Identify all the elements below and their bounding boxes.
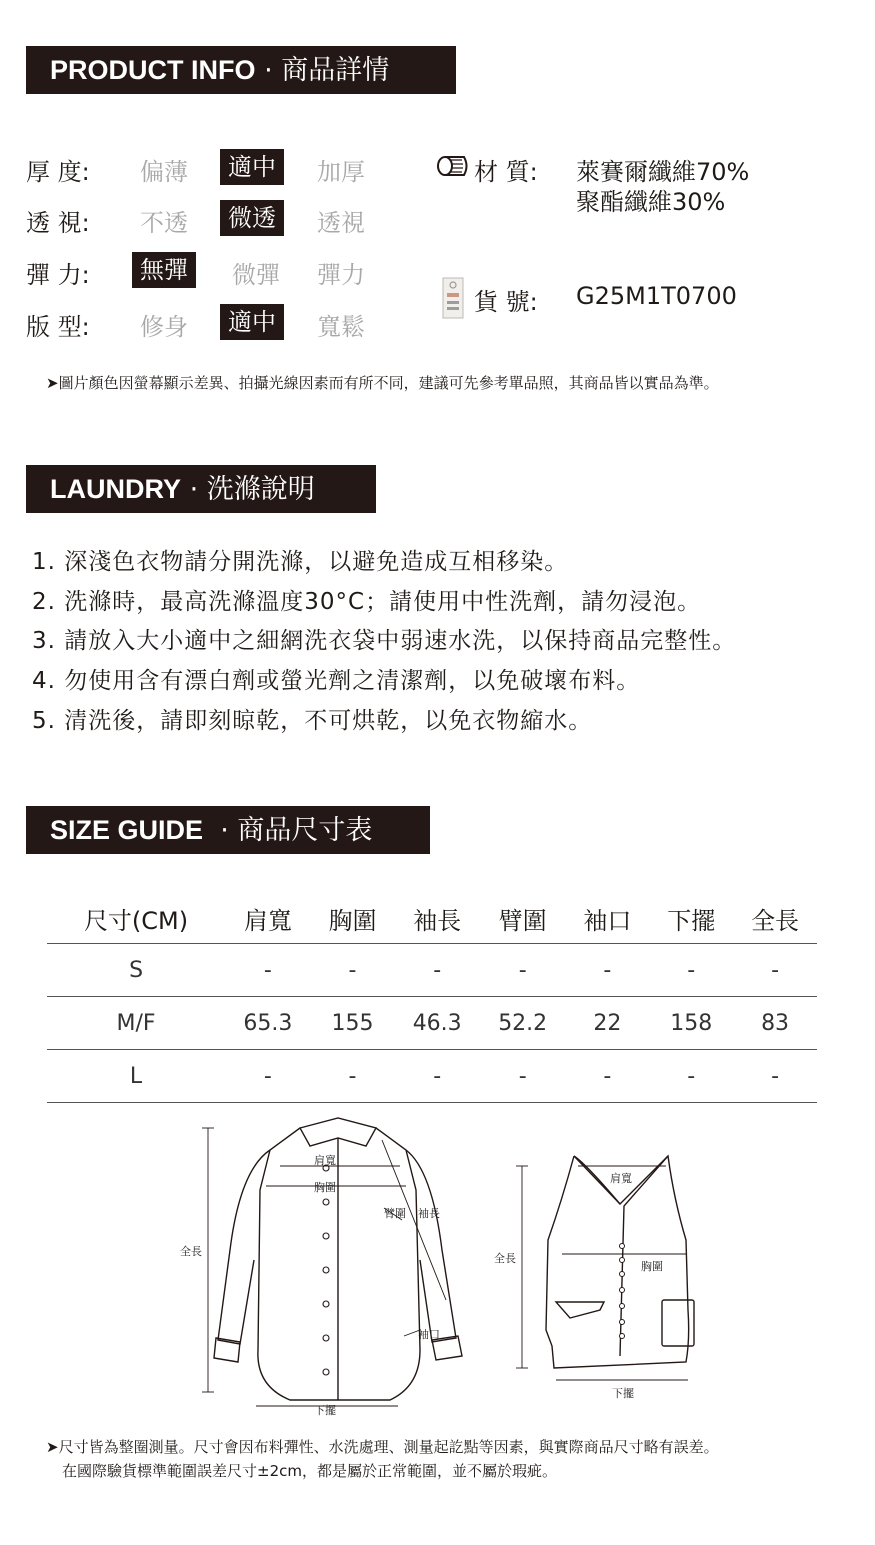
- laundry-item: 1. 深淺色衣物請分開洗滌，以避免造成互相移染。: [32, 549, 569, 575]
- size-table-header-row: [47, 893, 817, 944]
- size-note-1: ➤尺寸皆為整圈測量。尺寸會因布料彈性、水洗處理、測量起訖點等因素，與實際商品尺寸略有誤差。: [46, 1438, 719, 1456]
- laundry-item: 4. 勿使用含有漂白劑或螢光劑之清潔劑，以免破壞布料。: [32, 668, 641, 694]
- size-label-cell: L: [47, 1050, 225, 1103]
- shirt-cuff-label: 袖口: [418, 1328, 440, 1341]
- size-table-column-header: 全長: [733, 893, 817, 944]
- laundry-header-zh: 洗滌說明: [206, 474, 315, 505]
- size-value-cell: -: [565, 944, 649, 997]
- attribute-label: 厚 度:: [26, 158, 90, 186]
- attribute-option: 寬鬆: [317, 313, 365, 341]
- size-table-column-header: 下擺: [649, 893, 733, 944]
- size-note-2: 在國際驗貨標準範圍誤差尺寸±2cm，都是屬於正常範圍，並不屬於瑕疵。: [62, 1462, 557, 1480]
- shirt-arm-label: 臂圍: [384, 1207, 406, 1220]
- size-table-column-header: 尺寸(CM): [47, 893, 225, 944]
- size-table-column-header: 臂圍: [480, 893, 566, 944]
- size-value-cell: -: [311, 1050, 395, 1103]
- size-value-cell: 46.3: [394, 997, 480, 1050]
- size-value-cell: 22: [565, 997, 649, 1050]
- laundry-header-en: LAUNDRY: [50, 474, 181, 504]
- attribute-option-selected: 微透: [220, 200, 284, 236]
- tag-icon: [440, 276, 466, 324]
- size-value-cell: 155: [311, 997, 395, 1050]
- shirt-length-label: 全長: [180, 1245, 202, 1258]
- attribute-option: 彈力: [317, 261, 365, 289]
- shirt-shoulder-label: 肩寬: [314, 1154, 336, 1167]
- size-label-cell: S: [47, 944, 225, 997]
- attribute-option: 透視: [317, 209, 365, 237]
- product-info-header-zh: 商品詳情: [281, 55, 390, 86]
- size-value-cell: -: [225, 944, 311, 997]
- size-value-cell: -: [565, 1050, 649, 1103]
- size-value-cell: -: [394, 1050, 480, 1103]
- laundry-item: 2. 洗滌時，最高洗滌溫度30°C；請使用中性洗劑，請勿浸泡。: [32, 589, 702, 615]
- size-value-cell: 65.3: [225, 997, 311, 1050]
- size-value-cell: -: [480, 1050, 566, 1103]
- shirt-sleeve-label: 袖長: [418, 1207, 440, 1220]
- attribute-option: 加厚: [317, 158, 365, 186]
- size-guide-header-zh: 商品尺寸表: [237, 815, 373, 846]
- attribute-option: 偏薄: [140, 158, 188, 186]
- vest-diagram: [490, 1150, 710, 1400]
- vest-hem-label: 下擺: [612, 1387, 634, 1400]
- size-table-column-header: 肩寬: [225, 893, 311, 944]
- size-value-cell: -: [311, 944, 395, 997]
- material-line-1: 萊賽爾纖維70%: [576, 158, 750, 186]
- shirt-hem-label: 下擺: [314, 1404, 336, 1417]
- size-value-cell: 158: [649, 997, 733, 1050]
- laundry-item: 3. 請放入大小適中之細網洗衣袋中弱速水洗，以保持商品完整性。: [32, 628, 737, 654]
- size-guide-header: [26, 806, 430, 854]
- size-value-cell: -: [733, 1050, 817, 1103]
- attribute-option-selected: 適中: [220, 304, 284, 340]
- table-row: [47, 997, 817, 1050]
- laundry-header: [26, 465, 376, 513]
- size-table: [47, 893, 817, 1103]
- attribute-option: 修身: [140, 313, 188, 341]
- size-value-cell: -: [225, 1050, 311, 1103]
- attribute-label: 透 視:: [26, 209, 90, 237]
- vest-shoulder-label: 肩寬: [610, 1172, 632, 1185]
- product-info-header: [26, 46, 456, 94]
- material-icon: [436, 152, 470, 182]
- size-table-column-header: 胸圍: [311, 893, 395, 944]
- size-value-cell: 83: [733, 997, 817, 1050]
- product-info-header-en: PRODUCT INFO: [50, 55, 256, 85]
- table-row: [47, 944, 817, 997]
- table-row: [47, 1050, 817, 1103]
- attribute-option-selected: 適中: [220, 149, 284, 185]
- size-label-cell: M/F: [47, 997, 225, 1050]
- attribute-option: 微彈: [232, 261, 280, 289]
- size-value-cell: -: [649, 1050, 733, 1103]
- attribute-option: 不透: [140, 209, 188, 237]
- size-table-column-header: 袖口: [565, 893, 649, 944]
- size-value-cell: -: [480, 944, 566, 997]
- material-label: 材 質:: [474, 158, 538, 186]
- vest-length-label: 全長: [494, 1252, 516, 1265]
- material-line-2: 聚酯纖維30%: [576, 188, 726, 216]
- header-separator: ·: [189, 474, 199, 505]
- size-value-cell: -: [394, 944, 480, 997]
- sku-label: 貨 號:: [474, 288, 538, 316]
- size-value-cell: -: [649, 944, 733, 997]
- shirt-chest-label: 胸圍: [314, 1181, 336, 1194]
- size-table-column-header: 袖長: [394, 893, 480, 944]
- sku-value: G25M1T0700: [576, 282, 737, 310]
- attribute-label: 彈 力:: [26, 261, 90, 289]
- size-value-cell: 52.2: [480, 997, 566, 1050]
- vest-chest-label: 胸圍: [641, 1260, 663, 1273]
- size-guide-header-en: SIZE GUIDE: [50, 815, 204, 845]
- size-value-cell: -: [733, 944, 817, 997]
- header-separator: ·: [264, 55, 273, 86]
- attribute-option-selected: 無彈: [132, 252, 196, 288]
- color-disclaimer: ➤圖片顏色因螢幕顯示差異、拍攝光線因素而有所不同，建議可先參考單品照，其商品皆以實品為準。: [46, 374, 719, 392]
- attribute-label: 版 型:: [26, 313, 90, 341]
- laundry-item: 5. 清洗後，請即刻晾乾，不可烘乾，以免衣物縮水。: [32, 708, 593, 734]
- header-separator: ·: [220, 815, 229, 846]
